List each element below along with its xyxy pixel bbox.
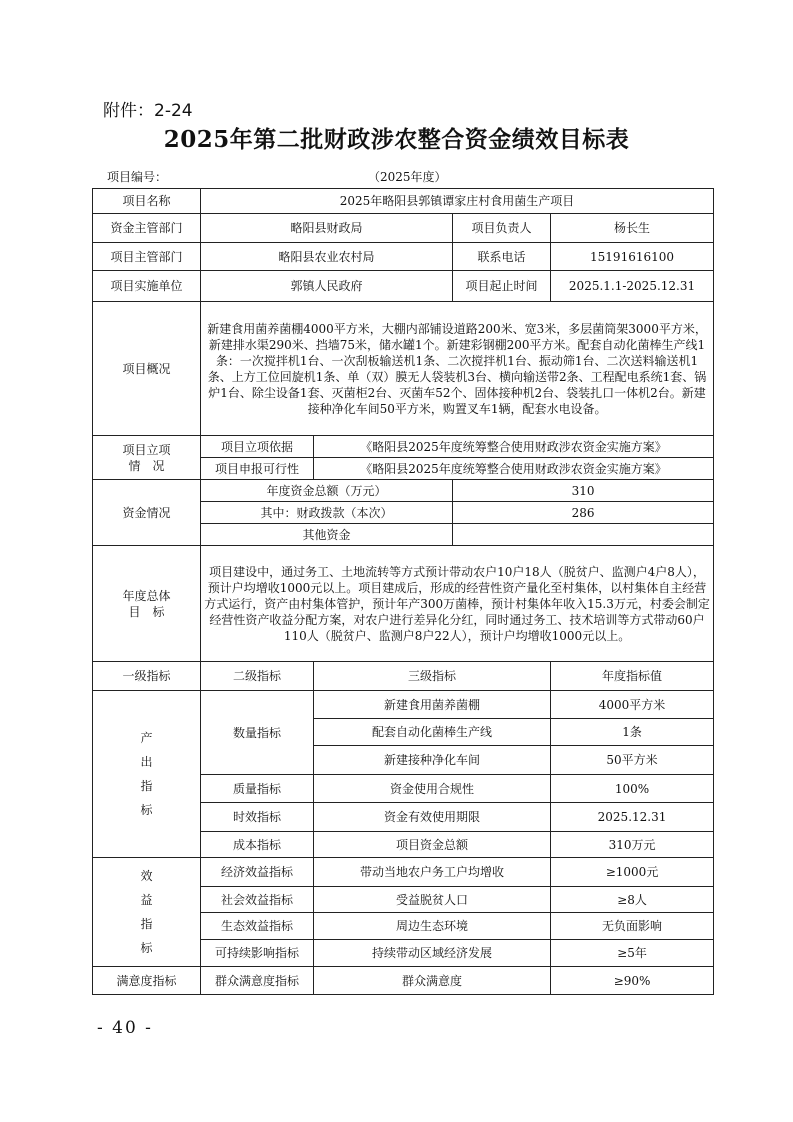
row-project-name [93,189,714,214]
cell-label: 项目起止时间 [453,271,551,302]
indicator-value: 50平方米 [551,746,714,775]
goal-label-line2: 目 标 [128,604,165,619]
header-level3: 三级指标 [314,662,551,691]
indicator-level2: 群众满意度指标 [201,967,314,995]
cell-label: 联系电话 [453,243,551,271]
cell-label: 项目负责人 [453,214,551,243]
indicator-name: 受益脱贫人口 [314,887,551,913]
cell-value: 2025年略阳县郭镇谭家庄村食用菌生产项目 [201,189,714,214]
row-fund-dept [93,214,714,243]
indicator-value: ≥90% [551,967,714,995]
indicator-value: ≥8人 [551,887,714,913]
header-level1: 一级指标 [93,662,201,691]
indicator-value: 无负面影响 [551,913,714,940]
output-label [93,691,201,858]
indicator-name: 持续带动区域经济发展 [314,940,551,967]
cell-value: 2025.1.1-2025.12.31 [551,271,714,302]
header-level2: 二级指标 [201,662,314,691]
cell-label: 其他资金 [201,524,453,546]
performance-target-table [92,188,714,995]
indicator-name: 资金有效使用期限 [314,803,551,832]
cell-value [453,524,714,546]
year-label: （2025年度） [368,170,447,184]
indicator-level2: 社会效益指标 [201,887,314,913]
quantity-label: 数量指标 [201,691,314,775]
output-label-text: 产出指标 [140,731,153,817]
indicator-name: 新建食用菌养菌棚 [314,691,551,719]
cell-label: 项目名称 [93,189,201,214]
cell-value: 286 [453,502,714,524]
indicator-level2: 可持续影响指标 [201,940,314,967]
indicator-name: 带动当地农户务工户均增收 [314,858,551,887]
indicator-row [93,858,714,887]
indicator-name: 项目资金总额 [314,832,551,858]
cell-value: 略阳县农业农村局 [201,243,453,271]
indicator-name: 新建接种净化车间 [314,746,551,775]
cell-label: 项目申报可行性 [201,458,314,480]
cell-label: 项目概况 [93,302,201,436]
benefit-label-text: 效益指标 [140,869,153,955]
indicator-value: 100% [551,775,714,803]
cell-label: 资金主管部门 [93,214,201,243]
indicator-name: 资金使用合规性 [314,775,551,803]
indicator-value: 2025.12.31 [551,803,714,832]
funds-label: 资金情况 [93,480,201,546]
row-overview [93,302,714,436]
row-funds-1 [93,480,714,502]
cell-value: 郭镇人民政府 [201,271,453,302]
cell-value: 310 [453,480,714,502]
goal-label-line1: 年度总体 [122,588,171,603]
cell-label: 年度资金总额（万元） [201,480,453,502]
header-value: 年度指标值 [551,662,714,691]
indicator-row [93,691,714,719]
satisfaction-label: 满意度指标 [93,967,201,995]
indicator-name: 配套自动化菌棒生产线 [314,719,551,746]
indicator-value: 1条 [551,719,714,746]
indicator-value: ≥5年 [551,940,714,967]
basis-label [93,436,201,480]
goal-text: 项目建设中，通过务工、土地流转等方式预计带动农户10户18人（脱贫户、监测户4户8人），预计户均增收1000元以上。项目建成后，形成的经营性资产量化至村集体，以村集体自主经营方式运行，资产由村集体管护，预计年产300万菌棒，预计村集体年收入15.3万元，村委会制定经营性资产收益分配方案，对农户进行差异化分红，同时通过务工、技术培训等方式带动60户110人（脱贫户、监测户8户22人），预计户均增收1000元以上。 [201,546,714,662]
indicator-row [93,967,714,995]
row-annual-goal [93,546,714,662]
quality-label: 质量指标 [201,775,314,803]
indicator-level2: 经济效益指标 [201,858,314,887]
indicator-name: 群众满意度 [314,967,551,995]
cell-label: 项目主管部门 [93,243,201,271]
benefit-label [93,858,201,967]
page-number: - 40 - [97,1018,153,1038]
indicator-name: 周边生态环境 [314,913,551,940]
indicator-value: 4000平方米 [551,691,714,719]
project-number-label: 项目编号： [107,170,168,184]
indicator-value: ≥1000元 [551,858,714,887]
cell-label: 项目立项依据 [201,436,314,458]
cell-value: 15191616100 [551,243,714,271]
cell-value: 《略阳县2025年度统筹整合使用财政涉农资金实施方案》 [314,436,714,458]
overview-text: 新建食用菌养菌棚4000平方米，大棚内部铺设道路200米、宽3米，多层菌筒架3000平方米，新建排水渠290米、挡墙75米，储水罐1个。新建彩钢棚200平方米。配套自动化菌棒生产线1条：一次搅拌机1台、一次刮板输送机1条、二次搅拌机1台、振动筛1台、二次送料输送机1条、上方工位回旋机1条、单（双）膜无人袋装机3台、横向输送带2条、工程配电系统1套、锅炉1台、除尘设备1套、灭菌柜2台、灭菌车52个、固体接种机2台、袋装扎口一体机2台。新建接种净化车间50平方米，购置叉车1辆，配套水电设备。 [201,302,714,436]
row-basis-1 [93,436,714,458]
cell-value: 略阳县财政局 [201,214,453,243]
indicator-level2: 生态效益指标 [201,913,314,940]
basis-label-line2: 情 况 [128,458,165,473]
indicator-value: 310万元 [551,832,714,858]
page-title: 2025年第二批财政涉农整合资金绩效目标表 [163,126,630,153]
cell-label: 其中：财政拨款（本次） [201,502,453,524]
cost-label: 成本指标 [201,832,314,858]
time-label: 时效指标 [201,803,314,832]
cell-value: 杨长生 [551,214,714,243]
cell-value: 《略阳县2025年度统筹整合使用财政涉农资金实施方案》 [314,458,714,480]
indicator-header-row [93,662,714,691]
attachment-label: 附件：2-24 [103,101,193,121]
row-implementer [93,271,714,302]
goal-label [93,546,201,662]
basis-label-line1: 项目立项 [122,442,171,457]
row-project-dept [93,243,714,271]
cell-label: 项目实施单位 [93,271,201,302]
